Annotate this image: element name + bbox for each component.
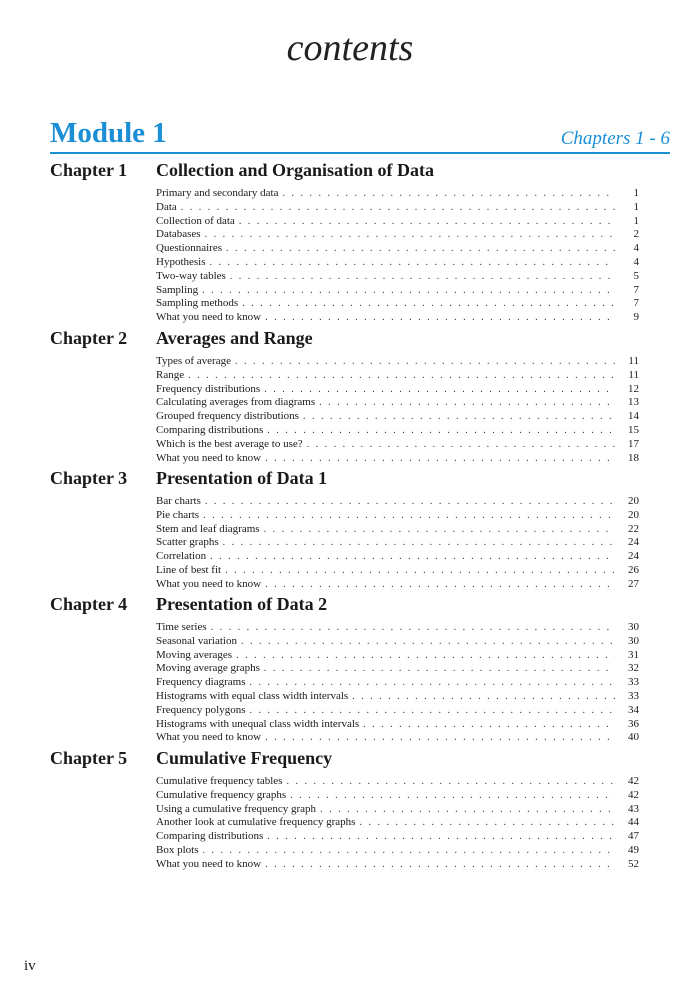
dot-leader [181, 201, 615, 215]
toc-entry [156, 523, 639, 537]
toc-entry-page: 18 [628, 451, 639, 464]
toc-entry [156, 718, 639, 732]
toc-entry [156, 215, 639, 229]
toc-entry-page: 47 [628, 830, 639, 843]
toc-entry-title: Frequency distributions [156, 382, 261, 395]
toc-entry-title: Scatter graphs [156, 536, 219, 549]
toc-entry-page: 33 [628, 689, 639, 702]
toc-entry-title: Line of best fit [156, 563, 222, 576]
toc-entry-page: 49 [628, 843, 639, 856]
toc-entry [156, 731, 639, 745]
toc-entry-list [156, 187, 639, 325]
toc-entry-title: Sampling [156, 283, 199, 296]
toc-entry-title: Which is the best average to use? [156, 437, 303, 450]
dot-leader [202, 284, 615, 298]
toc-entry-title: Cumulative frequency graphs [156, 788, 287, 801]
dot-leader [359, 816, 615, 830]
toc-entry-page: 30 [628, 621, 639, 633]
toc-entry-title: What you need to know [156, 577, 262, 590]
toc-entry [156, 662, 639, 676]
toc-entry-page: 9 [633, 311, 639, 324]
toc-entry-title: Grouped frequency distributions [156, 410, 299, 423]
chapter-label: Chapter 3 [50, 468, 128, 488]
toc-entry [156, 452, 639, 466]
page-number: iv [24, 958, 36, 974]
toc-entry [156, 578, 639, 592]
toc-entry [156, 424, 639, 438]
toc-entry [156, 844, 639, 858]
toc-entry-title: Bar charts [156, 495, 201, 507]
toc-entry-title: Hypothesis [156, 255, 206, 268]
toc-entry-title: Range [156, 368, 185, 381]
toc-entry-page: 42 [628, 775, 639, 787]
dot-leader [264, 383, 615, 397]
dot-leader [319, 396, 615, 410]
toc-entry [156, 187, 639, 201]
toc-entry-title: Box plots [156, 843, 199, 856]
dot-leader [210, 256, 616, 270]
dot-leader [225, 564, 615, 578]
toc-entry-title: Cumulative frequency tables [156, 775, 283, 787]
toc-entry-title: Two-way tables [156, 269, 226, 282]
module-header [50, 116, 670, 154]
toc-entry-title: Comparing distributions [156, 423, 264, 436]
module-divider [50, 152, 670, 154]
toc-entry-page: 15 [628, 423, 639, 436]
page-title: contents [286, 27, 414, 69]
dot-leader [250, 704, 615, 718]
toc-entry [156, 355, 639, 369]
toc-entry-page: 11 [628, 355, 639, 367]
module-title: Module 1 [50, 117, 167, 149]
dot-leader [241, 635, 615, 649]
toc-entry-title: What you need to know [156, 451, 262, 464]
dot-leader [205, 228, 615, 242]
dot-leader [307, 438, 615, 452]
toc-entry-page: 27 [628, 577, 639, 590]
toc-entry [156, 256, 639, 270]
toc-entry-page: 24 [628, 536, 639, 549]
toc-entry [156, 858, 639, 872]
toc-entry-page: 42 [628, 788, 639, 801]
toc-entry-title: Collection of data [156, 214, 235, 227]
toc-entry-page: 1 [633, 214, 639, 227]
dot-leader [282, 187, 615, 201]
toc-entry [156, 228, 639, 242]
toc-entry-title: Using a cumulative frequency graph [156, 802, 317, 815]
toc-entry [156, 704, 639, 718]
toc-entry-title: Questionnaires [156, 242, 222, 255]
toc-entry [156, 201, 639, 215]
toc-entry-title: Pie charts [156, 508, 200, 521]
dot-leader [267, 830, 615, 844]
toc-entry [156, 564, 639, 578]
toc-entry-page: 26 [628, 563, 639, 576]
dot-leader [265, 452, 615, 466]
toc-entry-title: What you need to know [156, 311, 262, 324]
dot-leader [226, 242, 615, 256]
toc-entry [156, 789, 639, 803]
toc-entry-page: 20 [628, 495, 639, 507]
toc-entry-title: What you need to know [156, 857, 262, 870]
toc-entry [156, 438, 639, 452]
toc-entry [156, 495, 639, 509]
chapter-title: Presentation of Data 1 [156, 468, 328, 488]
toc-entry-page: 31 [628, 648, 639, 661]
toc-entry [156, 816, 639, 830]
toc-entry [156, 621, 639, 635]
toc-entry-list [156, 775, 639, 872]
dot-leader [267, 424, 615, 438]
toc-entry [156, 297, 639, 311]
dot-leader [265, 858, 615, 872]
toc-entry [156, 284, 639, 298]
chapter-title: Cumulative Frequency [156, 748, 333, 768]
dot-leader [230, 270, 615, 284]
toc-entry-page: 36 [628, 717, 639, 730]
toc-entry-page: 14 [628, 410, 639, 423]
chapter-label: Chapter 1 [50, 160, 128, 180]
toc-entry-title: Correlation [156, 550, 207, 563]
dot-leader [239, 215, 615, 229]
toc-entry-title: Stem and leaf diagrams [156, 522, 260, 535]
toc-entry-title: Comparing distributions [156, 830, 264, 843]
toc-entry-page: 43 [628, 802, 639, 815]
toc-entry-page: 7 [633, 283, 639, 296]
toc-entry-title: Databases [156, 228, 201, 241]
dot-leader [250, 676, 616, 690]
toc-entry-page: 44 [628, 816, 639, 829]
dot-leader [265, 731, 615, 745]
dot-leader [235, 355, 615, 369]
toc-entry-title: Seasonal variation [156, 634, 237, 647]
dot-leader [286, 775, 615, 789]
toc-entry-page: 7 [633, 297, 639, 310]
dot-leader [352, 690, 615, 704]
toc-entry-page: 34 [628, 703, 639, 716]
toc-entry [156, 536, 639, 550]
dot-leader [211, 621, 615, 635]
toc-entry-page: 22 [628, 522, 639, 535]
dot-leader [210, 550, 615, 564]
toc-entry-title: Moving averages [156, 648, 233, 661]
toc-entry [156, 410, 639, 424]
dot-leader [205, 495, 615, 509]
toc-entry [156, 311, 639, 325]
toc-entry-list [156, 495, 639, 592]
toc-entry [156, 369, 639, 383]
chapter-label: Chapter 4 [50, 594, 128, 614]
dot-leader [203, 509, 615, 523]
toc-entry-list [156, 355, 639, 465]
toc-entry-title: Frequency polygons [156, 703, 246, 716]
toc-entry [156, 396, 639, 410]
toc-entry-page: 33 [628, 676, 639, 689]
toc-entry [156, 690, 639, 704]
toc-entry-page: 11 [628, 368, 639, 381]
toc-entry-page: 4 [633, 255, 639, 268]
toc-entry-page: 24 [628, 550, 639, 563]
toc-entry-page: 5 [633, 269, 639, 282]
toc-entry-page: 40 [628, 731, 639, 744]
toc-entry [156, 649, 639, 663]
dot-leader [290, 789, 615, 803]
chapter-title: Presentation of Data 2 [156, 594, 328, 614]
chapter-title: Averages and Range [156, 328, 313, 348]
dot-leader [188, 369, 615, 383]
toc-entry-page: 1 [633, 187, 639, 199]
toc-entry [156, 635, 639, 649]
dot-leader [303, 410, 615, 424]
toc-entry-title: Data [156, 200, 177, 213]
dot-leader [236, 649, 615, 663]
toc-entry-title: Primary and secondary data [156, 187, 279, 199]
toc-entry-page: 20 [628, 508, 639, 521]
toc-entry-title: Time series [156, 621, 207, 633]
module-chapter-range: Chapters 1 - 6 [560, 128, 670, 149]
dot-leader [320, 803, 615, 817]
toc-entry-title: Sampling methods [156, 297, 239, 310]
toc-entry [156, 509, 639, 523]
chapter-title: Collection and Organisation of Data [156, 160, 435, 180]
dot-leader [265, 311, 615, 325]
dot-leader [363, 718, 615, 732]
toc-entry-page: 52 [628, 857, 639, 870]
toc-entry [156, 676, 639, 690]
toc-entry [156, 830, 639, 844]
toc-entry-page: 13 [628, 396, 639, 409]
toc-entry-title: Histograms with unequal class width intervals [156, 717, 360, 730]
dot-leader [264, 523, 615, 537]
toc-entry [156, 803, 639, 817]
toc-entry-title: Histograms with equal class width intervals [156, 689, 349, 702]
toc-entry-page: 30 [628, 634, 639, 647]
toc-entry [156, 775, 639, 789]
toc-entry-title: Frequency diagrams [156, 676, 246, 689]
dot-leader [223, 536, 615, 550]
dot-leader [242, 297, 615, 311]
toc-entry [156, 242, 639, 256]
toc-entry-list [156, 621, 639, 745]
toc-entry [156, 270, 639, 284]
chapter-label: Chapter 5 [50, 748, 128, 768]
chapter-label: Chapter 2 [50, 328, 128, 348]
dot-leader [202, 844, 615, 858]
toc-entry-page: 12 [628, 382, 639, 395]
toc-entry-page: 1 [633, 200, 639, 213]
toc-entry [156, 383, 639, 397]
toc-entry-page: 32 [628, 662, 639, 675]
toc-entry-title: Types of average [156, 355, 231, 367]
toc-entry-page: 2 [633, 228, 639, 241]
toc-entry-page: 17 [628, 437, 639, 450]
toc-entry-title: Moving average graphs [156, 662, 260, 675]
toc-entry-title: What you need to know [156, 731, 262, 744]
toc-entry [156, 550, 639, 564]
dot-leader [264, 662, 615, 676]
toc-entry-page: 4 [633, 242, 639, 255]
toc-entry-title: Calculating averages from diagrams [156, 396, 316, 409]
toc-entry-title: Another look at cumulative frequency graphs [156, 816, 356, 829]
dot-leader [265, 578, 615, 592]
